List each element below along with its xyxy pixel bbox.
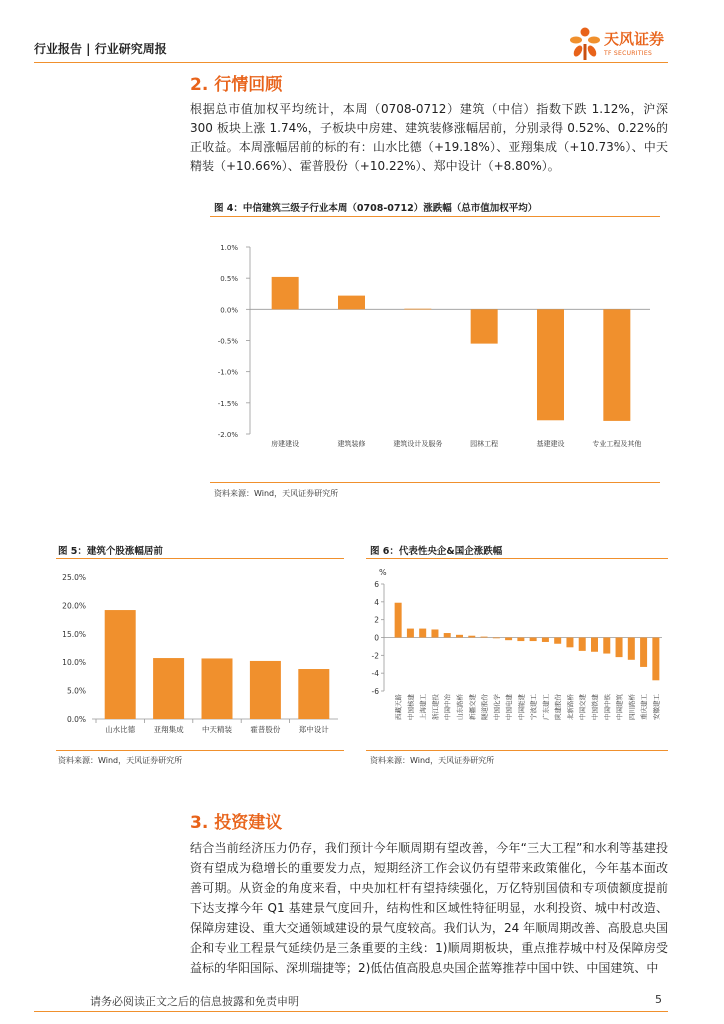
- fig6-bar: [566, 638, 573, 648]
- fig5-y-tick-label: 25.0%: [62, 573, 86, 582]
- fig6-title: 图 6：代表性央企&国企涨跌幅: [370, 546, 503, 557]
- fig6-bar: [616, 638, 623, 658]
- fig6-x-tick-label: 北新路桥: [566, 694, 575, 720]
- fig4-x-tick-label: 专业工程及其他: [592, 440, 642, 448]
- logo-english-name: TF SECURITIES: [604, 50, 653, 57]
- fig6-x-tick-label: 中国铁建: [591, 694, 599, 720]
- fig5-x-tick-label: 山水比德: [105, 725, 136, 734]
- fig5-bar: [250, 661, 281, 719]
- fig4-bar: [338, 296, 365, 310]
- fig6-bar: [505, 638, 512, 641]
- fig6-bar: [481, 637, 488, 638]
- fig6-bar: [579, 638, 586, 651]
- fig5-x-tick-label: 霍普股份: [250, 725, 281, 734]
- fig4-x-tick-label: 建筑设计及服务: [393, 440, 443, 448]
- fig6-bar: [493, 638, 500, 639]
- fig6-x-tick-label: 安徽建工: [652, 694, 661, 720]
- fig6-x-tick-label: 中国能建: [517, 694, 526, 720]
- fig5-bar: [202, 658, 233, 719]
- section2-title: 2. 行情回顾: [190, 75, 283, 95]
- fig6-y-tick-label: 4: [374, 597, 379, 607]
- fig4-bar: [404, 309, 431, 310]
- fig4-y-tick-label: -2.0%: [217, 431, 238, 439]
- fig6-y-tick-label: 2: [374, 615, 379, 625]
- fig6-x-tick-label: 陕建股份: [554, 694, 563, 720]
- section2-paragraph: 根据总市值加权平均统计，本周（0708-0712）建筑（中信）指数下跌 1.12%，沪深 300 板块上涨 1.74%，子板块中房建、建筑装修涨幅居前，分别录得 0.52%、0.22%的正收益。本周涨幅居前的标的有：山水比德（+19.18%）、亚翔集成（+10.73%）、中天精装（+10.66%）、霍普股份（+10.22%）、郑中设计（+8.80%）。: [190, 102, 668, 173]
- fig6-bar: [640, 638, 647, 667]
- fig6-y-tick-label: -4: [371, 669, 379, 679]
- fig4-x-tick-label: 建筑装修: [337, 440, 366, 448]
- fig6-bar: [407, 629, 414, 638]
- fig5-chart: [56, 566, 344, 742]
- fig6-x-tick-label: 宁波建工: [529, 694, 538, 720]
- fig6-x-tick-label: 中国建筑: [615, 694, 624, 720]
- fig4-y-tick-label: 1.0%: [220, 244, 238, 252]
- fig6-x-tick-label: 中国中冶: [443, 694, 452, 720]
- fig5-y-tick-label: 15.0%: [62, 629, 86, 639]
- fig4-x-tick-label: 园林工程: [470, 440, 499, 448]
- fig4-x-tick-label: 房建建设: [271, 440, 300, 448]
- fig6-bar: [542, 638, 549, 642]
- footer-divider: [34, 1011, 668, 1012]
- fig4-y-tick-label: 0.0%: [220, 306, 238, 315]
- fig5-x-tick-label: 郑中设计: [298, 725, 329, 734]
- fig4-bottom-divider: [210, 482, 660, 483]
- company-logo: [568, 26, 678, 64]
- fig5-y-tick-label: 5.0%: [66, 686, 86, 696]
- fig4-top-divider: [210, 216, 660, 217]
- fig4-y-tick-label: -0.5%: [217, 337, 238, 346]
- fig6-x-tick-label: 中国核建: [406, 694, 415, 720]
- report-type-label: 行业报告 | 行业研究周报: [34, 42, 167, 56]
- fig6-x-tick-label: 中国化学: [492, 694, 501, 720]
- section3-title: 3. 投资建议: [190, 813, 283, 833]
- fig6-y-tick-label: -6: [371, 687, 379, 696]
- fig6-bar: [395, 603, 402, 638]
- fig4-source: 资料来源：Wind，天风证券研究所: [214, 489, 339, 498]
- fig4-chart: [210, 232, 660, 472]
- logo-chinese-name: 天风证券: [604, 30, 665, 48]
- fig6-x-tick-label: 上海建工: [419, 694, 428, 720]
- fig6-y-tick-label: 0: [374, 633, 379, 643]
- page-number: 5: [655, 993, 662, 1006]
- fig6-x-tick-label: 新疆交建: [468, 694, 477, 720]
- fig6-bar: [530, 638, 537, 642]
- fig6-bar: [603, 638, 610, 654]
- fig6-bar: [456, 635, 463, 638]
- fig6-bar: [517, 638, 524, 642]
- fig5-bar: [298, 669, 329, 719]
- fig6-bar: [468, 636, 475, 638]
- fig6-top-divider: [366, 558, 668, 559]
- fig6-x-tick-label: 重庆建工: [640, 694, 649, 720]
- fig4-y-tick-label: -1.5%: [217, 399, 238, 408]
- fig6-x-tick-label: 隧道股份: [480, 694, 489, 720]
- fig5-y-tick-label: 20.0%: [62, 601, 86, 611]
- fig6-chart: [366, 564, 668, 746]
- fig4-bar: [272, 277, 299, 309]
- fig6-bar: [419, 629, 426, 638]
- fig6-x-tick-label: 浙江建投: [431, 694, 440, 720]
- fig5-top-divider: [56, 558, 344, 559]
- fig6-x-tick-label: 中国中铁: [603, 694, 612, 720]
- fig4-title: 图 4：中信建筑三级子行业本周（0708-0712）涨跌幅（总市值加权平均）: [214, 203, 538, 214]
- fig6-x-tick-label: 广东建工: [541, 694, 550, 720]
- fig6-x-tick-label: 中国交建: [578, 694, 587, 720]
- fig6-x-tick-label: 中国电建: [505, 694, 514, 720]
- fig6-x-tick-label: 山东路桥: [456, 694, 464, 720]
- fig5-y-tick-label: 10.0%: [62, 658, 86, 668]
- fig5-x-tick-label: 中天精装: [202, 725, 232, 734]
- fig6-bar: [591, 638, 598, 652]
- logo-flower-icon: [568, 26, 602, 64]
- fig6-x-tick-label: 西藏天路: [394, 694, 403, 720]
- fig5-source: 资料来源：Wind，天风证券研究所: [58, 756, 183, 765]
- fig4-bar: [603, 309, 630, 421]
- fig4-y-tick-label: 0.5%: [220, 275, 238, 284]
- fig6-bar: [652, 638, 659, 681]
- fig6-source: 资料来源：Wind，天风证券研究所: [370, 756, 495, 765]
- fig6-bar: [431, 629, 438, 637]
- fig6-y-tick-label: 6: [374, 580, 379, 589]
- header-divider: [34, 62, 668, 63]
- fig6-x-tick-label: 四川路桥: [627, 694, 636, 720]
- fig4-x-tick-label: 基建建设: [536, 440, 565, 448]
- fig5-title: 图 5：建筑个股涨幅居前: [58, 546, 163, 557]
- section3-paragraph: 结合当前经济压力仍存，我们预计今年顺周期有望改善，今年“三大工程”和水利等基建投资有望成为稳增长的重要发力点，短期经济工作会议仍有望带来政策催化，今年基本面改善可期。从资金的角度来看，中央加杠杆有望持续强化，万亿特别国债和专项债额度提前下达支撑今年 Q1 基建景气度回升，结构性和区域性特征明显，水利投资、城中村改造、保障房建设、重大交通领域建设的景气度较高。我们认为，24 年顺周期改善、高股息央国企和专业工程景气延续仍是三条重要的主线：1)顺周期板块，重点推荐城中村及保障房受益标的华阳国际、深圳瑞捷等；2)低估值高股息央国企蓝筹推荐中国中铁、中国建筑、中: [190, 841, 668, 975]
- fig6-bar: [628, 638, 635, 660]
- fig6-y-tick-label: -2: [371, 651, 379, 661]
- fig5-bar: [153, 658, 184, 719]
- fig6-bottom-divider: [366, 750, 668, 751]
- fig5-x-tick-label: 亚翔集成: [153, 725, 184, 734]
- fig6-unit-label: %: [379, 568, 387, 577]
- fig6-bar: [554, 638, 561, 644]
- fig4-y-tick-label: -1.0%: [217, 368, 238, 377]
- fig5-y-tick-label: 0.0%: [66, 715, 86, 724]
- fig4-bar: [471, 309, 498, 343]
- fig6-bar: [444, 633, 451, 637]
- footer-disclaimer: 请务必阅读正文之后的信息披露和免责申明: [90, 995, 299, 1008]
- fig5-bottom-divider: [56, 750, 344, 751]
- fig5-bar: [105, 610, 136, 719]
- fig4-bar: [537, 309, 564, 420]
